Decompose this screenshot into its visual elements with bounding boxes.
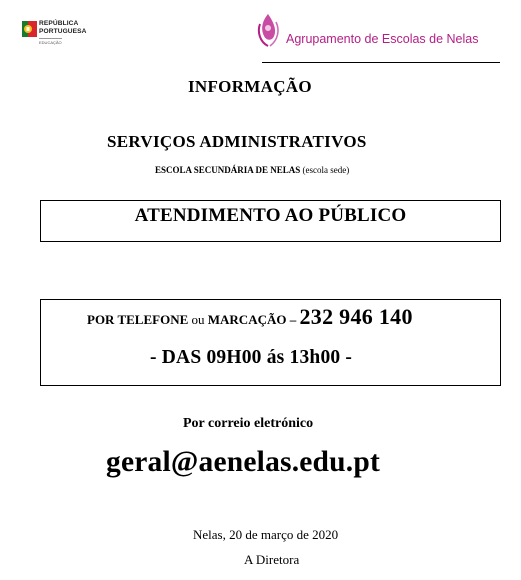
phone-number: 232 946 140: [299, 304, 413, 329]
place-date: Nelas, 20 de março de 2020: [193, 527, 339, 542]
info-title: INFORMAÇÃO: [188, 77, 312, 96]
header-divider: [262, 62, 500, 63]
gov-logo-text: [39, 20, 87, 35]
school-group-emblem-icon: [254, 10, 282, 50]
portugal-emblem-icon: [22, 21, 37, 37]
phone-prefix: POR TELEFONE: [87, 312, 189, 327]
school-line: [155, 165, 349, 175]
phone-line: [87, 304, 413, 330]
public-service-title: ATENDIMENTO AO PÚBLICO: [134, 205, 407, 226]
republica-portuguesa-logo: [22, 18, 102, 50]
gov-logo-line1: REPÚBLICA: [39, 20, 79, 27]
gov-logo-sub: EDUCAÇÃO: [39, 40, 62, 45]
school-note: (escola sede): [302, 165, 350, 175]
phone-hours: - DAS 09H00 ás 13h00 -: [150, 347, 353, 368]
signer: A Diretora: [244, 552, 300, 567]
school-group-name: Agrupamento de Escolas de Nelas: [286, 32, 479, 46]
email-address: geral@aenelas.edu.pt: [106, 446, 380, 478]
services-title: SERVIÇOS ADMINISTRATIVOS: [107, 132, 367, 151]
gov-logo-line2: PORTUGUESA: [39, 27, 87, 35]
phone-connector: ou: [191, 312, 205, 327]
school-name: ESCOLA SECUNDÁRIA DE NELAS: [155, 165, 301, 175]
phone-booking: MARCAÇÃO –: [207, 312, 297, 327]
email-label: Por correio eletrónico: [183, 416, 314, 431]
